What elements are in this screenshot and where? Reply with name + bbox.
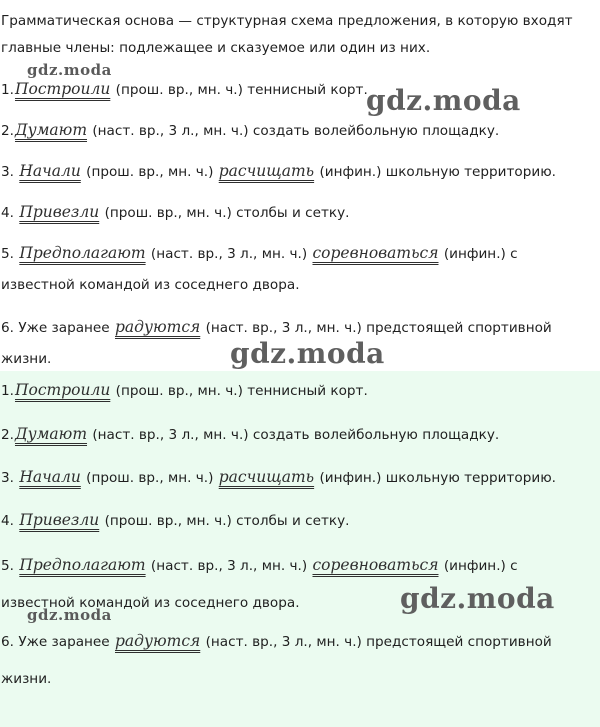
intro-text: [1, 8, 593, 62]
answer-sentence-6: [1, 623, 593, 698]
predicate-infinitive: расчищать: [218, 162, 315, 180]
predicate: Построили: [14, 80, 111, 98]
predicate-infinitive: соревноваться: [312, 244, 439, 262]
watermark-logo: gdz.moda: [27, 61, 112, 79]
sentence-lead: Уже заранее: [18, 634, 110, 650]
answer-sentence-4: [1, 511, 349, 529]
sentence-number: 4.: [1, 205, 14, 221]
sentence-1: [1, 80, 368, 98]
predicate: Думают: [14, 425, 88, 443]
predicate: Привезли: [19, 203, 100, 221]
predicate: Предполагают: [19, 556, 146, 574]
predicate: Привезли: [19, 511, 100, 529]
grammar-note: (наст. вр., 3 л., мн. ч.) предстоящей спортивной жизни.: [1, 634, 552, 687]
grammar-note: (прош. вр., мн. ч.): [86, 164, 214, 180]
sentence-2: [1, 121, 499, 139]
grammar-note: (прош. вр., мн. ч.) теннисный корт.: [115, 82, 368, 98]
grammar-note: (наст. вр., 3 л., мн. ч.) создать волейбольную площадку.: [92, 123, 500, 139]
predicate: радуются: [115, 318, 201, 336]
sentence-number: 6.: [1, 320, 14, 336]
sentence-number: 2.: [1, 123, 14, 139]
answer-sentence-3: [1, 468, 556, 486]
grammar-note: (инфин.) с известной командой из соседнего двора.: [1, 558, 518, 611]
grammar-note: (наст. вр., 3 л., мн. ч.): [150, 558, 308, 574]
predicate: Начали: [19, 468, 81, 486]
predicate: Предполагают: [19, 244, 146, 262]
sentence-number: 3.: [1, 164, 14, 180]
grammar-note: (инфин.) школьную территорию.: [319, 164, 556, 180]
sentence-lead: Уже заранее: [18, 320, 110, 336]
answer-sentence-2: [1, 425, 499, 443]
watermark-logo: gdz.moda: [27, 606, 112, 624]
sentence-number: 1.: [1, 82, 14, 98]
sentence-number: 3.: [1, 470, 14, 486]
sentence-number: 5.: [1, 558, 14, 574]
answer-sentence-1: [1, 381, 368, 399]
intro-line-2: главные члены: подлежащее и сказуемое или один из них.: [1, 40, 431, 56]
predicate: Думают: [14, 121, 88, 139]
sentence-number: 2.: [1, 427, 14, 443]
grammar-note: (прош. вр., мн. ч.) столбы и сетку.: [104, 205, 350, 221]
grammar-note: (наст. вр., 3 л., мн. ч.): [150, 246, 308, 262]
grammar-note: (прош. вр., мн. ч.) теннисный корт.: [115, 383, 368, 399]
predicate-infinitive: расчищать: [218, 468, 315, 486]
answer-block: [0, 371, 600, 727]
watermark-logo: gdz.moda: [366, 84, 521, 117]
grammar-note: (наст. вр., 3 л., мн. ч.) предстоящей спортивной жизни.: [1, 320, 552, 367]
predicate: радуются: [115, 632, 201, 650]
grammar-note: (прош. вр., мн. ч.): [86, 470, 214, 486]
grammar-note: (инфин.) с известной командой из соседнего двора.: [1, 246, 518, 293]
predicate: Начали: [19, 162, 81, 180]
watermark-logo: gdz.moda: [230, 337, 385, 370]
sentence-number: 5.: [1, 246, 14, 262]
sentence-4: [1, 203, 349, 221]
intro-line-1: Грамматическая основа — структурная схема предложения, в которую входят: [1, 13, 573, 29]
predicate-infinitive: соревноваться: [312, 556, 439, 574]
grammar-note: (прош. вр., мн. ч.) столбы и сетку.: [104, 513, 350, 529]
grammar-note: (наст. вр., 3 л., мн. ч.) создать волейбольную площадку.: [92, 427, 500, 443]
sentence-number: 1.: [1, 383, 14, 399]
predicate: Построили: [14, 381, 111, 399]
sentence-3: [1, 162, 556, 180]
sentence-number: 6.: [1, 634, 14, 650]
grammar-note: (инфин.) школьную территорию.: [319, 470, 556, 486]
watermark-logo: gdz.moda: [400, 582, 555, 615]
sentence-number: 4.: [1, 513, 14, 529]
sentence-5: [1, 238, 593, 301]
